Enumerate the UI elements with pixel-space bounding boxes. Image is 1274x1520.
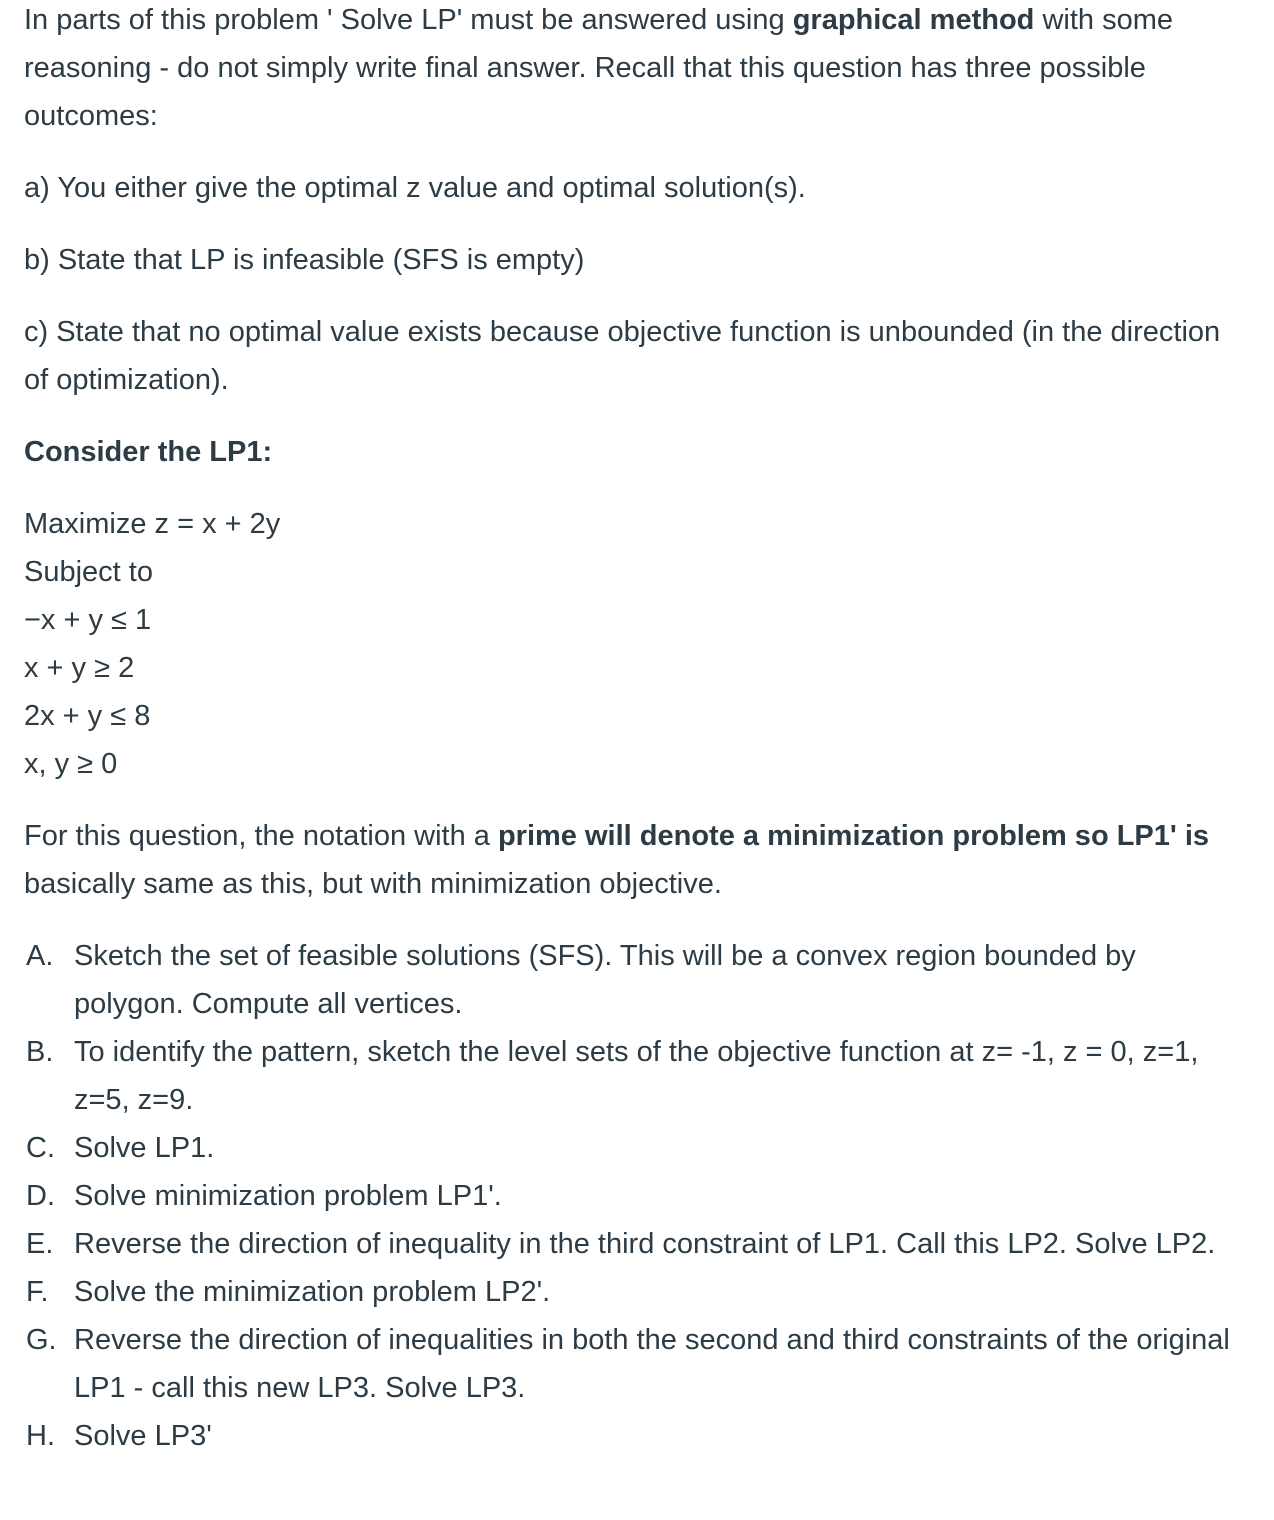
task-marker: A. bbox=[26, 940, 54, 972]
task-marker: D. bbox=[26, 1180, 55, 1212]
prime-note-text-1: For this question, the notation with a bbox=[24, 820, 498, 852]
task-marker: F. bbox=[26, 1276, 49, 1308]
consider-heading: Consider the LP1: bbox=[24, 436, 273, 468]
lp1-subject-to: Subject to bbox=[24, 556, 153, 588]
intro-paragraph bbox=[24, 0, 1250, 140]
task-text: To identify the pattern, sketch the level sets of the objective function at z= -1, z = 0, z=1, z=5, z=9. bbox=[74, 1036, 1199, 1116]
prime-note-paragraph bbox=[24, 812, 1250, 908]
task-item bbox=[24, 932, 1250, 1028]
intro-text-2: with some reasoning - do not simply write final answer. Recall that this question has three possible outcomes: bbox=[24, 4, 1173, 132]
task-item bbox=[24, 1028, 1250, 1124]
lp1-constraint: x, y ≥ 0 bbox=[24, 748, 118, 780]
outcome-b: b) State that LP is infeasible (SFS is empty) bbox=[24, 244, 585, 276]
task-item bbox=[24, 1220, 1250, 1268]
task-text: Solve LP1. bbox=[74, 1132, 215, 1164]
task-marker: C. bbox=[26, 1132, 55, 1164]
outcome-c: c) State that no optimal value exists because objective function is unbounded (in the direction of optimization). bbox=[24, 316, 1221, 396]
task-marker: H. bbox=[26, 1420, 55, 1452]
lp1-objective: Maximize z = x + 2y bbox=[24, 508, 281, 540]
intro-text-1: In parts of this problem ' Solve LP' must be answered using bbox=[24, 4, 793, 36]
task-text: Solve the minimization problem LP2'. bbox=[74, 1276, 551, 1308]
task-text: Solve LP3' bbox=[74, 1420, 212, 1452]
task-item bbox=[24, 1124, 1250, 1172]
task-item bbox=[24, 1172, 1250, 1220]
task-text: Solve minimization problem LP1'. bbox=[74, 1180, 502, 1212]
lp1-constraint: −x + y ≤ 1 bbox=[24, 604, 152, 636]
lp1-constraint: 2x + y ≤ 8 bbox=[24, 700, 151, 732]
task-list bbox=[24, 932, 1250, 1460]
task-item bbox=[24, 1316, 1250, 1412]
intro-bold-graphical-method: graphical method bbox=[792, 4, 1035, 36]
task-marker: G. bbox=[26, 1324, 57, 1356]
task-marker: B. bbox=[26, 1036, 54, 1068]
task-item bbox=[24, 1412, 1250, 1460]
task-text: Sketch the set of feasible solutions (SFS). This will be a convex region bounded by polygon. Compute all vertices. bbox=[74, 940, 1136, 1020]
outcome-a: a) You either give the optimal z value and optimal solution(s). bbox=[24, 172, 806, 204]
task-item bbox=[24, 1268, 1250, 1316]
prime-note-text-2: basically same as this, but with minimization objective. bbox=[24, 868, 722, 900]
prime-note-bold: prime will denote a minimization problem so LP1' is bbox=[497, 820, 1210, 852]
lp1-formulation bbox=[24, 500, 1250, 788]
task-text: Reverse the direction of inequality in the third constraint of LP1. Call this LP2. Solve LP2. bbox=[74, 1228, 1216, 1260]
task-marker: E. bbox=[26, 1228, 54, 1260]
lp1-constraint: x + y ≥ 2 bbox=[24, 652, 135, 684]
task-text: Reverse the direction of inequalities in both the second and third constraints of the original LP1 - call this new LP3. Solve LP3. bbox=[74, 1324, 1230, 1404]
